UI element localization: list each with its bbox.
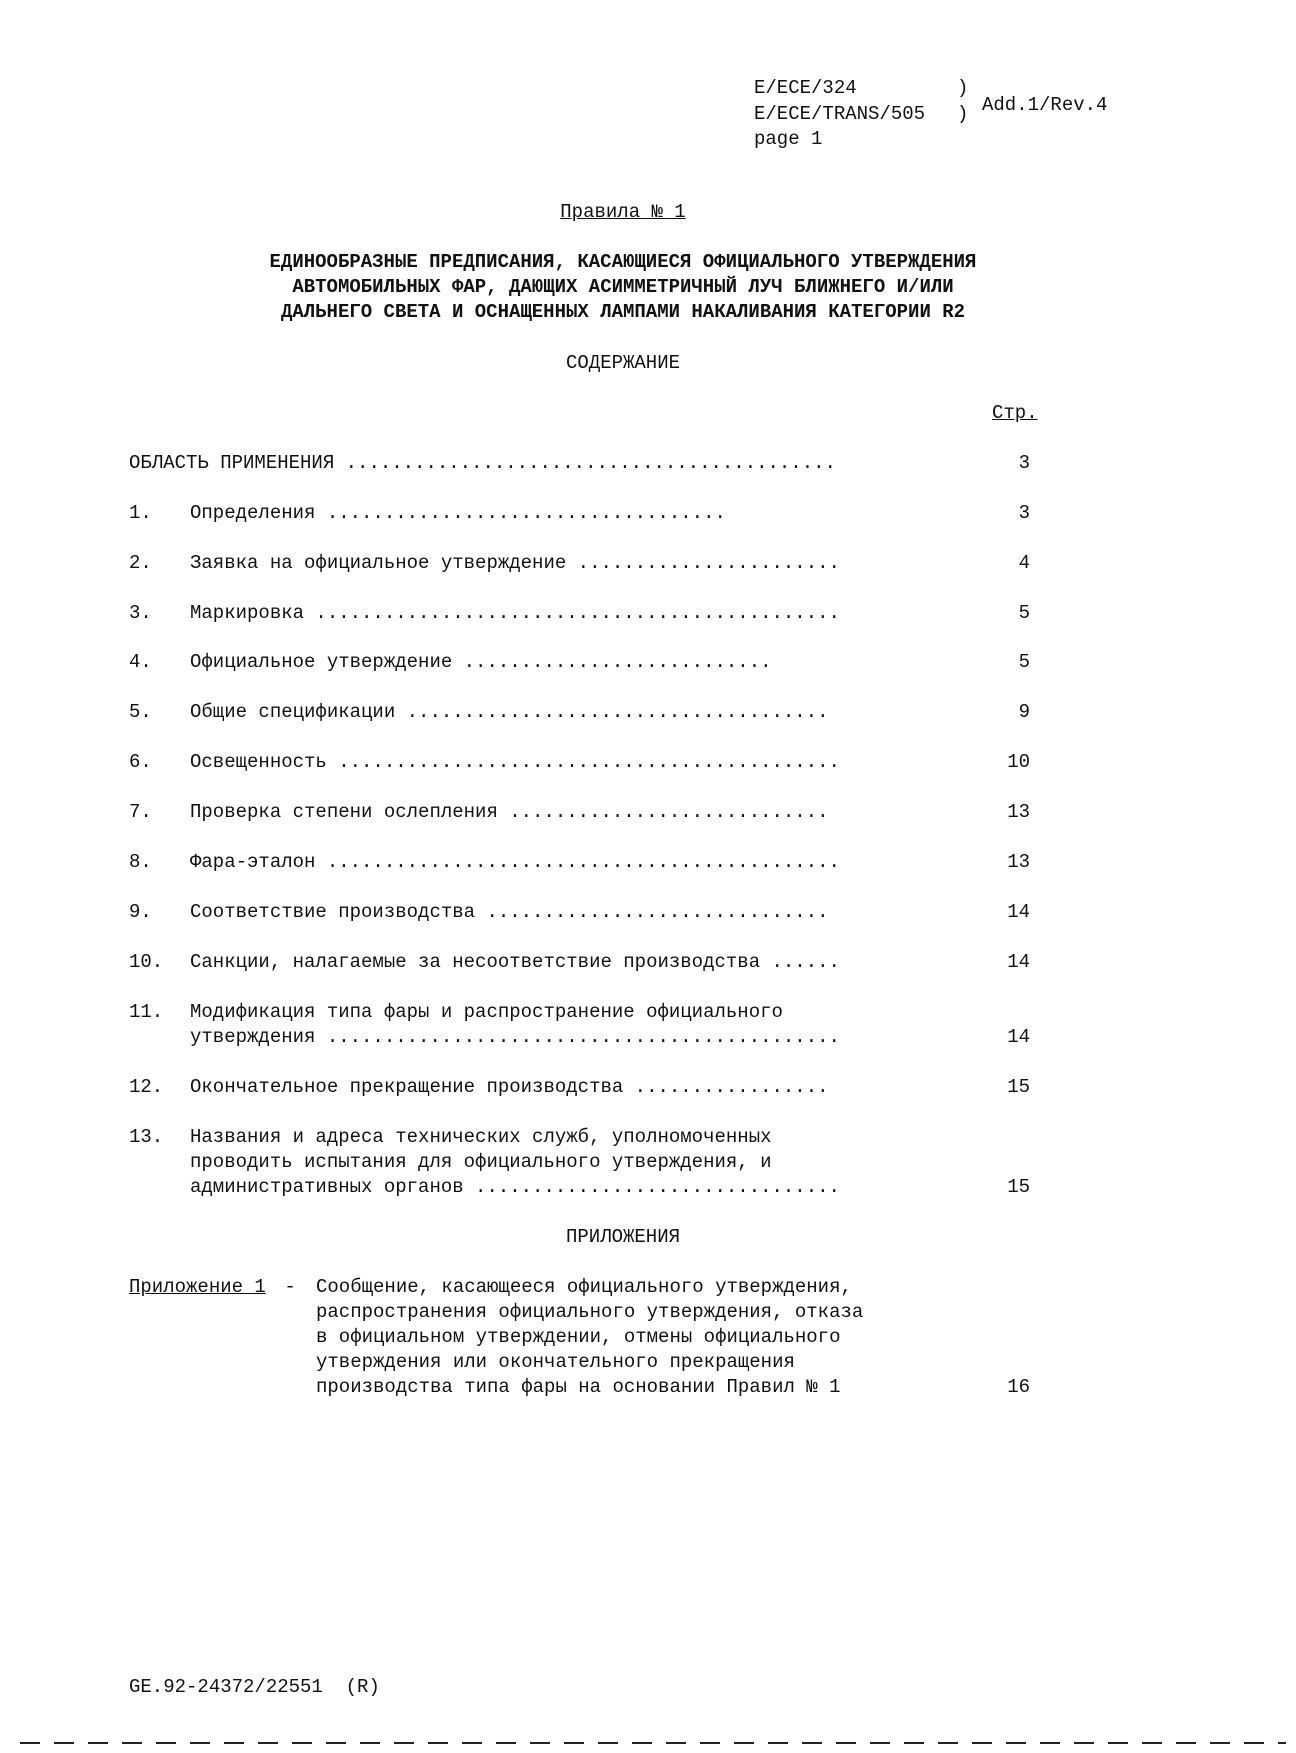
- contents-heading: СОДЕРЖАНИЕ: [565, 352, 681, 374]
- toc-item-page: 3: [1018, 452, 1030, 474]
- toc-item-number: 11.: [129, 1001, 164, 1023]
- doc-symbol-2: E/ECE/TRANS/505: [754, 103, 926, 125]
- toc-item-text: Окончательное прекращение производства .................: [190, 1076, 829, 1098]
- annex-1-line-1: Сообщение, касающееся официального утверждения,: [316, 1276, 852, 1298]
- toc-item-page: 14: [1007, 1026, 1030, 1048]
- doc-symbol-1: E/ECE/324: [754, 77, 857, 99]
- add-rev: Add.1/Rev.4: [982, 94, 1108, 116]
- title-line-1: ЕДИНООБРАЗНЫЕ ПРЕДПИСАНИЯ, КАСАЮЩИЕСЯ ОФИЦИАЛЬНОГО УТВЕРЖДЕНИЯ: [269, 251, 977, 273]
- title-line-3: ДАЛЬНЕГО СВЕТА И ОСНАЩЕННЫХ ЛАМПАМИ НАКАЛИВАНИЯ КАТЕГОРИИ R2: [280, 301, 966, 323]
- toc-item-page: 14: [1007, 901, 1030, 923]
- toc-item-number: 7.: [129, 801, 152, 823]
- annex-1-line-5: производства типа фары на основании Правил № 1: [316, 1376, 841, 1398]
- toc-item-number: 10.: [129, 951, 164, 973]
- toc-item-page: 14: [1007, 951, 1030, 973]
- annex-1-line-2: распространения официального утверждения, отказа: [316, 1301, 864, 1323]
- toc-item-text-line-1: Модификация типа фары и распространение официального: [190, 1001, 783, 1023]
- annexes-heading: ПРИЛОЖЕНИЯ: [565, 1226, 681, 1248]
- toc-item-text-line-3: административных органов ................................: [190, 1176, 840, 1198]
- toc-item-number: 13.: [129, 1126, 164, 1148]
- toc-item-page: 10: [1007, 751, 1030, 773]
- toc-item-page: 9: [1018, 701, 1030, 723]
- toc-item-page: 5: [1018, 651, 1030, 673]
- annex-1-separator: -: [273, 1276, 308, 1298]
- toc-item-number: 8.: [129, 851, 152, 873]
- toc-item-text: Санкции, налагаемые за несоответствие производства ......: [190, 951, 840, 973]
- annex-1-label: Приложение 1: [129, 1276, 266, 1298]
- rule-title: Правила № 1: [560, 201, 686, 223]
- annex-1-line-3: в официальном утверждении, отмены официального: [316, 1326, 841, 1348]
- toc-item-text: ОБЛАСТЬ ПРИМЕНЕНИЯ ...........................................: [129, 452, 836, 474]
- bracket-2: ): [957, 103, 969, 125]
- toc-item-page: 13: [1007, 801, 1030, 823]
- toc-item-text: Определения ...................................: [190, 502, 726, 524]
- toc-item-text: Общие спецификации .....................................: [190, 701, 829, 723]
- toc-item-text: Проверка степени ослепления ............................: [190, 801, 829, 823]
- toc-item-page: 5: [1018, 602, 1030, 624]
- annex-1-page: 16: [1007, 1376, 1030, 1398]
- toc-item-number: 1.: [129, 502, 152, 524]
- toc-item-number: 12.: [129, 1076, 164, 1098]
- cut-line: [20, 1742, 1286, 1744]
- toc-item-number: 2.: [129, 552, 152, 574]
- toc-item-text-line-1: Названия и адреса технических служб, уполномоченных: [190, 1126, 772, 1148]
- toc-item-page: 15: [1007, 1176, 1030, 1198]
- toc-item-page: 4: [1018, 552, 1030, 574]
- toc-item-number: 6.: [129, 751, 152, 773]
- toc-item-text-line-2: проводить испытания для официального утверждения, и: [190, 1151, 772, 1173]
- annex-1-line-4: утверждения или окончательного прекращения: [316, 1351, 795, 1373]
- footer-code: GE.92-24372/22551 (R): [129, 1676, 380, 1698]
- toc-item-number: 4.: [129, 651, 152, 673]
- toc-item-number: 3.: [129, 602, 152, 624]
- bracket-1: ): [957, 77, 969, 99]
- toc-item-text: Соответствие производства ..............................: [190, 901, 829, 923]
- toc-item-text: Фара-эталон .............................................: [190, 851, 840, 873]
- toc-item-page: 13: [1007, 851, 1030, 873]
- toc-item-text: Маркировка ..............................................: [190, 602, 840, 624]
- toc-item-page: 3: [1018, 502, 1030, 524]
- title-line-2: АВТОМОБИЛЬНЫХ ФАР, ДАЮЩИХ АСИММЕТРИЧНЫЙ ЛУЧ БЛИЖНЕГО И/ИЛИ: [292, 276, 954, 298]
- toc-item-text: Официальное утверждение ...........................: [190, 651, 772, 673]
- page-number: page 1: [754, 128, 823, 150]
- toc-item-number: 9.: [129, 901, 152, 923]
- toc-item-text: Освещенность ............................................: [190, 751, 840, 773]
- toc-item-number: 5.: [129, 701, 152, 723]
- page-column-header: Стр.: [992, 402, 1038, 424]
- toc-item-text: Заявка на официальное утверждение .......................: [190, 552, 840, 574]
- toc-item-text-line-2: утверждения .............................................: [190, 1026, 840, 1048]
- toc-item-page: 15: [1007, 1076, 1030, 1098]
